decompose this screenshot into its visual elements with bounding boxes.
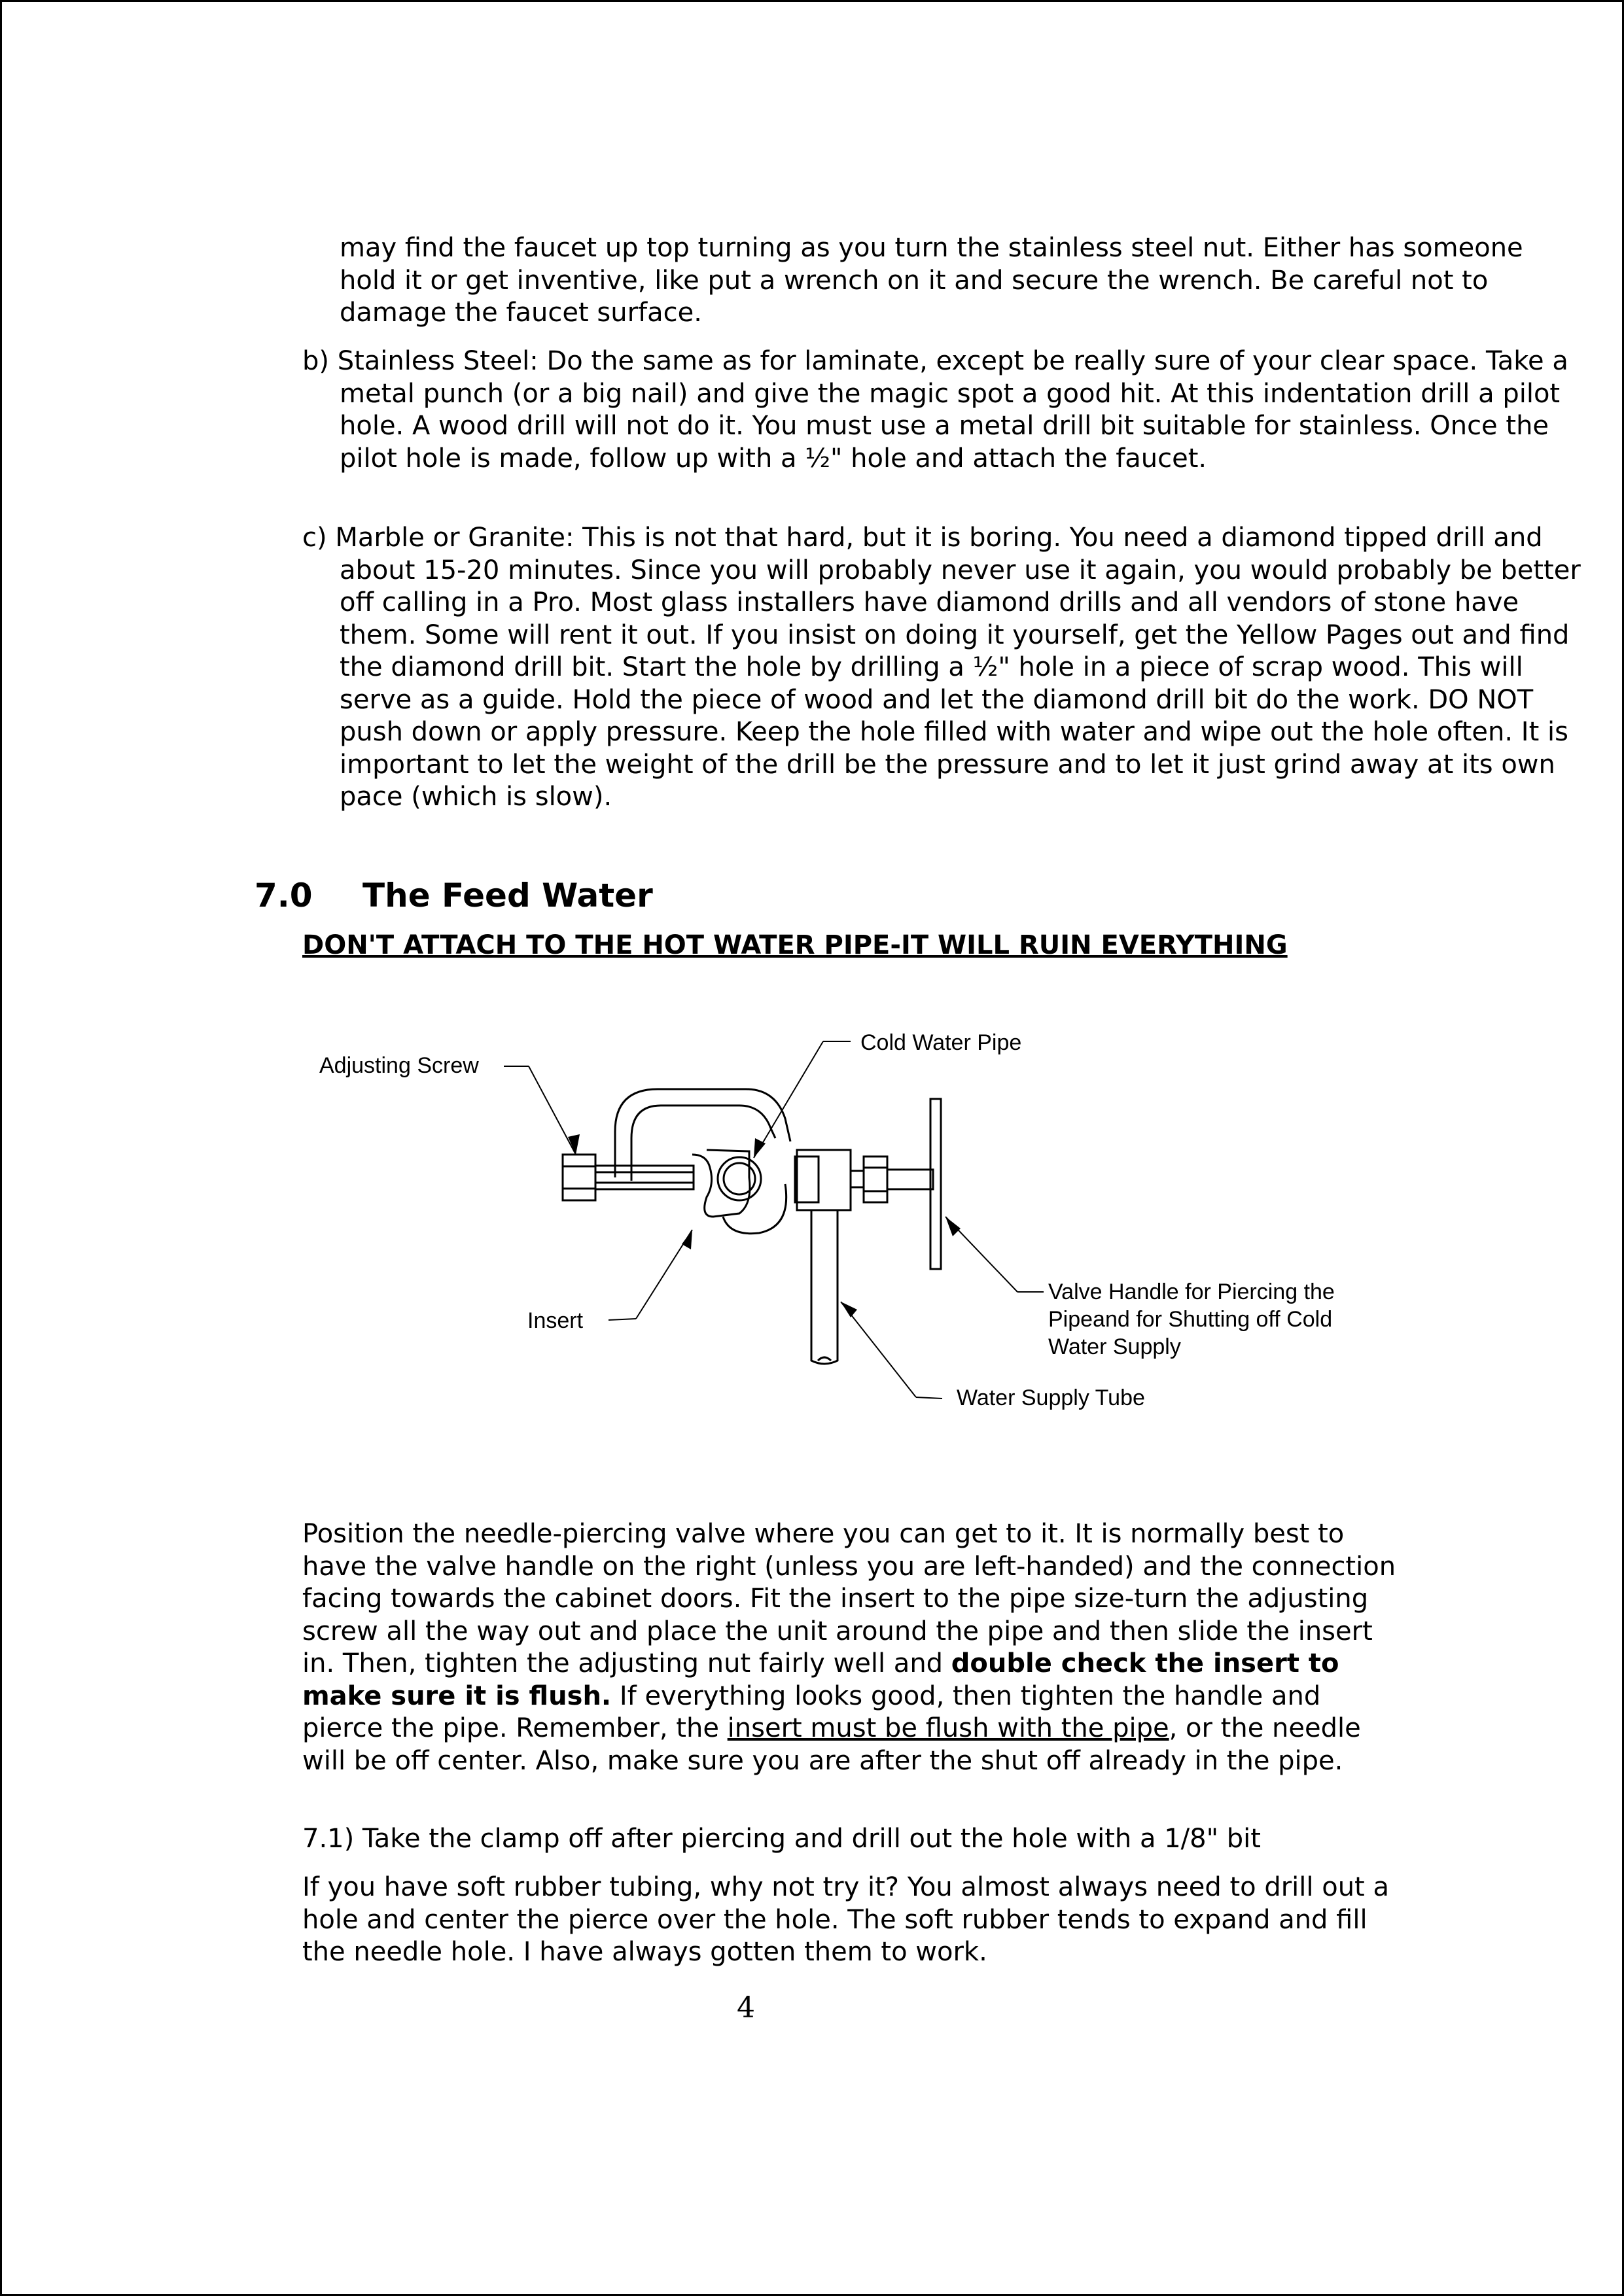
- flush-reminder-underlined: insert must be flush with the pipe: [727, 1713, 1169, 1743]
- list-item-marble-granite: c) Marble or Granite: This is not that hard, but it is boring. You need a diamond tipped drill and about 15-20 minutes. Since you will probably never use it again, you would probably be better off calling in a Pro. Most glass installers have diamond drills and all vendors of stone have them. Some will rent it out. If you insist on doing it yourself, get the Yellow Pages out and find the diamond drill bit. Start the hole by drilling a ½" hole in a piece of scrap wood. This will serve as a guide. Hold the piece of wood and let the diamond drill bit do the work. DO NOT push down or apply pressure. Keep the hole filled with water and wipe out the hole often. It is important to let the weight of the drill be the pressure and to let it just grind away at its own pace (which is slow).: [302, 523, 1581, 812]
- list-item-stainless-steel: b) Stainless Steel: Do the same as for laminate, except be really sure of your clear space. Take a metal punch (or a big nail) and give the magic spot a good hit. At this indentation drill a pilot hole. A wood drill will not do it. You must use a metal drill bit suitable for stainless. Once the pilot hole is made, follow up with a ½" hole and attach the faucet.: [302, 346, 1568, 474]
- hot-water-warning: DON'T ATTACH TO THE HOT WATER PIPE-IT WILL RUIN EVERYTHING: [302, 930, 1288, 960]
- label-valve-handle-line-2: Pipeand for Shutting off Cold: [1048, 1307, 1333, 1332]
- positioning-paragraph: [302, 1518, 1408, 1777]
- step-7-1: 7.1) Take the clamp off after piercing and drill out the hole with a 1/8" bit: [302, 1824, 1261, 1854]
- piercing-valve-diagram: [288, 1007, 1400, 1426]
- page-number: 4: [737, 1991, 755, 2025]
- section-number: 7.0: [255, 877, 313, 914]
- rubber-tubing-paragraph: If you have soft rubber tubing, why not try it? You almost always need to drill out a hole and center the pierce over the hole. The soft rubber tends to expand and fill the needle hole. I have always gotten them to work.: [302, 1872, 1389, 1967]
- label-insert: Insert: [527, 1308, 584, 1333]
- positioning-text-1: Position the needle-piercing valve where you can get to it. It is normally best to have the valve handle on the right (unless you are left-handed) and the connection facing towards the cabinet doors. Fit the insert to the pipe size-turn the adjusting screw all the way out and place the unit around the pipe and then slide the insert in. Then, tighten the adjusting nut fairly well and: [302, 1519, 1396, 1679]
- continuation-paragraph: may find the faucet up top turning as you turn the stainless steel nut. Either has someone hold it or get inventive, like put a wrench on it and secure the wrench. Be careful not to damage the faucet surface.: [340, 233, 1523, 328]
- label-adjusting-screw: Adjusting Screw: [319, 1053, 479, 1078]
- section-title: The Feed Water: [362, 877, 653, 914]
- section-heading: [255, 875, 653, 916]
- positioning-text-2: If everything looks good, then tighten the handle and pierce the pipe. Remember, the: [302, 1680, 1321, 1743]
- label-valve-handle-line-1: Valve Handle for Piercing the: [1048, 1279, 1335, 1304]
- positioning-text-3: , or the needle will be off center. Also, make sure you are after the shut off already in the pipe.: [302, 1713, 1361, 1776]
- label-water-supply-tube: Water Supply Tube: [957, 1385, 1145, 1410]
- label-cold-water-pipe: Cold Water Pipe: [860, 1030, 1022, 1055]
- label-valve-handle-line-3: Water Supply: [1048, 1334, 1181, 1359]
- flush-check-emphasis: double check the insert to make sure it is flush.: [302, 1648, 1339, 1711]
